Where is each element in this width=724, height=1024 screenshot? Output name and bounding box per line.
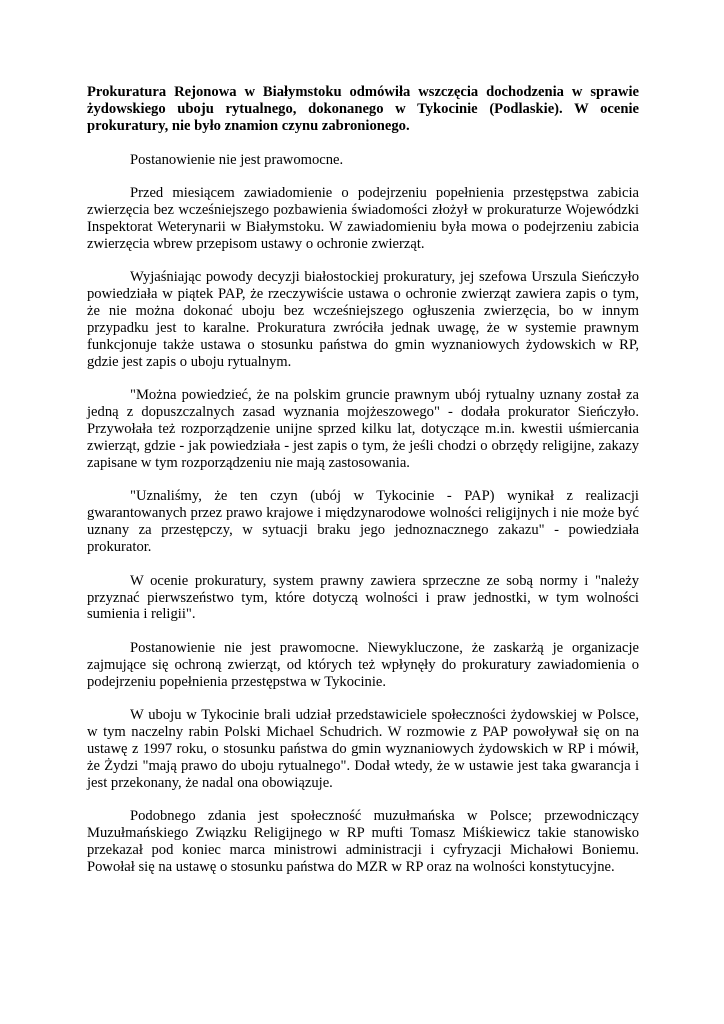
body-paragraph: W uboju w Tykocinie brali udział przedstawiciele społeczności żydowskiej w Polsce, w tym naczelny rabin Polski Michael Schudrich. W rozmowie z PAP powoływał się on na ustawę z 1997 roku, o stosunku państwa do gmin wyznaniowych żydowskich w RP i mówił, że Żydzi "mają prawo do uboju rytualnego". Dodał wtedy, że w ustawie jest taka gwarancja i jest przekonany, że nadal ona obowiązuje. — [87, 707, 639, 791]
body-paragraph: "Można powiedzieć, że na polskim gruncie prawnym ubój rytualny uznany został za jedną z dopuszczalnych zasad wyznania mojżeszowego" - dodała prokurator Sieńczyło. Przywołała też rozporządzenie unijne sprzed kilku lat, dotyczące m.in. kwestii uśmiercania zwierząt, gdzie - jak powiedziała - jest zapis o tym, że jeśli chodzi o obrzędy religijne, zakazy zapisane w tym rozporządzeniu nie mają zastosowania. — [87, 387, 639, 471]
body-paragraph: "Uznaliśmy, że ten czyn (ubój w Tykocinie - PAP) wynikał z realizacji gwarantowanych przez prawo krajowe i międzynarodowe wolności religijnych i nie może być uznany za przestępczy, w sytuacji braku jego jednoznacznego zakazu" - powiedziała prokurator. — [87, 488, 639, 556]
document-page — [87, 84, 639, 893]
body-paragraph: Wyjaśniając powody decyzji białostockiej prokuratury, jej szefowa Urszula Sieńczyło powiedziała w piątek PAP, że rzeczywiście ustawa o ochronie zwierząt zawiera zapis o tym, że nie można dokonać uboju bez wcześniejszego ogłuszenia zwierzęcia, bo w innym przypadku jest to karalne. Prokuratura zwróciła jednak uwagę, że w systemie prawnym funkcjonuje także ustawa o stosunku państwa do gmin wyznaniowych żydowskich w RP, gdzie jest zapis o uboju rytualnym. — [87, 269, 639, 370]
body-paragraph: Postanowienie nie jest prawomocne. — [130, 151, 344, 168]
body-paragraph: Przed miesiącem zawiadomienie o podejrzeniu popełnienia przestępstwa zabicia zwierzęcia bez wcześniejszego pozbawienia świadomości złożył w prokuraturze Wojewódzki Inspektorat Weterynarii w Białymstoku. W zawiadomieniu była mowa o podejrzeniu zabicia zwierzęcia wbrew przepisom ustawy o ochronie zwierząt. — [87, 185, 639, 252]
body-paragraph: W ocenie prokuratury, system prawny zawiera sprzeczne ze sobą normy i "należy przyznać pierwszeństwo tym, które dotyczą wolności i praw jednostki, w tym wolności sumienia i religii". — [87, 572, 639, 623]
lead-paragraph: Prokuratura Rejonowa w Białymstoku odmówiła wszczęcia dochodzenia w sprawie żydowskiego uboju rytualnego, dokonanego w Tykocinie (Podlaskie). W ocenie prokuratury, nie było znamion czynu zabronionego. — [87, 84, 639, 134]
body-paragraph: Postanowienie nie jest prawomocne. Niewykluczone, że zaskarżą je organizacje zajmujące się ochroną zwierząt, od których też wpłynęły do prokuratury zawiadomienia o podejrzeniu popełnienia przestępstwa w Tykocinie. — [87, 639, 639, 690]
body-paragraph: Podobnego zdania jest społeczność muzułmańska w Polsce; przewodniczący Muzułmańskiego Związku Religijnego w RP mufti Tomasz Miśkiewicz takie stanowisko przekazał pod koniec marca ministrowi administracji i cyfryzacji Michałowi Boniemu. Powołał się na ustawę o stosunku państwa do MZR w RP oraz na wolności konstytucyjne. — [87, 808, 639, 876]
